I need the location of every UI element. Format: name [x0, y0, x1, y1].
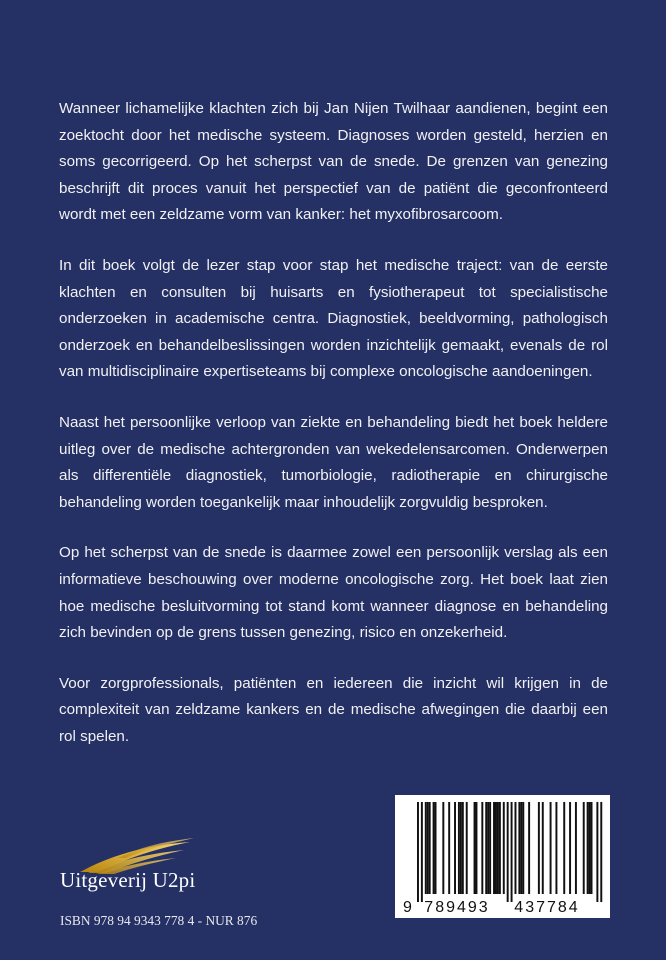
barcode-bar [589, 802, 591, 894]
barcode-digits-right: 437784 [514, 899, 580, 916]
barcode-bar [435, 802, 437, 894]
barcode-bar [555, 802, 557, 894]
barcode-bar [569, 802, 571, 894]
barcode-bar [460, 802, 462, 894]
barcode-bar [433, 802, 435, 894]
barcode-bar [497, 802, 499, 894]
barcode-bar [466, 802, 468, 894]
barcode-bar [550, 802, 552, 894]
barcode-bar [476, 802, 478, 894]
barcode-bar [448, 802, 450, 894]
barcode-bar [417, 802, 419, 902]
barcode-bar [575, 802, 577, 894]
barcode-bar [507, 802, 509, 902]
barcode-bar [474, 802, 476, 894]
barcode-bar [522, 802, 524, 894]
barcode-bar [421, 802, 423, 902]
blurb-paragraph-2: In dit boek volgt de lezer stap voor stap het medische traject: van de eerste klachten en consulten bij huisarts en fysiotherapeut tot specialistische onderzoeken in academische centra. Diagnostiek, beeldvorming, pathologisch onderzoek en behandelbeslissingen worden inzichtelijk gemaakt, evenals de rol van multidisciplinaire expertiseteams bij complexe oncologische aandoeningen. [59, 256, 608, 381]
barcode-bar [511, 802, 513, 902]
barcode-digit-lead: 9 [403, 899, 412, 916]
barcode-bar [489, 802, 491, 894]
barcode-bar [425, 802, 427, 894]
barcode-bar [528, 802, 530, 894]
barcode-bar [515, 802, 517, 894]
barcode-bar [563, 802, 565, 894]
isbn-nur-line: ISBN 978 94 9343 778 4 - NUR 876 [60, 913, 258, 928]
publisher-name: Uitgeverij U2pi [60, 868, 196, 892]
barcode-digits-left: 789493 [424, 899, 490, 916]
barcode-bar [487, 802, 489, 894]
blurb-paragraph-1: Wanneer lichamelijke klachten zich bij Jan Nijen Twilhaar aandienen, begint een zoektocht door het medische systeem. Diagnoses worden gesteld, herzien en soms gecorrigeerd. Op het scherpst van de snede. De grenzen van genezing beschrijft dit proces vanuit het perspectief van de patiënt die geconfronteerd wordt met een zeldzame vorm van kanker: het myxofibrosarcoom. [59, 100, 608, 224]
blurb-paragraph-3: Naast het persoonlijke verloop van ziekte en behandeling biedt het boek heldere uitleg over de medische achtergronden van wekedelensarcomen. Onderwerpen als differentiële diagnostiek, tumorbiologie, radiotherapie en chirurgische behandeling worden toegankelijk maar inhoudelijk zorgvuldig besproken. [59, 413, 608, 511]
barcode-bar [520, 802, 522, 894]
isbn-barcode [395, 795, 610, 918]
barcode-bar [485, 802, 487, 894]
barcode-bar [587, 802, 589, 894]
blurb-paragraph-4: Op het scherpst van de snede is daarmee zowel een persoonlijk verslag als een informatieve beschouwing over moderne oncologische zorg. Het boek laat zien hoe medische besluitvorming tot stand komt wanneer diagnose en behandeling zich bevinden op de grens tussen genezing, risico en onzekerheid. [59, 544, 608, 642]
barcode-bar [481, 802, 483, 894]
barcode-bar [591, 802, 593, 894]
barcode-bar [495, 802, 497, 894]
barcode-bar [538, 802, 540, 894]
barcode-bar [503, 802, 505, 894]
barcode-bar [454, 802, 456, 894]
barcode-bar [542, 802, 544, 894]
barcode-bar [600, 802, 602, 902]
barcode-bar [583, 802, 585, 894]
blurb-text [59, 96, 608, 774]
barcode-bar [462, 802, 464, 894]
barcode-graphic [395, 795, 610, 918]
barcode-bar [427, 802, 429, 894]
barcode-bar [458, 802, 460, 894]
barcode-bar [499, 802, 501, 894]
barcode-bar [518, 802, 520, 894]
barcode-bar [493, 802, 495, 894]
barcode-bar [596, 802, 598, 902]
barcode-bar [442, 802, 444, 894]
blurb-paragraph-5: Voor zorgprofessionals, patiënten en iedereen die inzicht wil krijgen in de complexiteit van zeldzame kankers en de medische afwegingen die daarbij een rol spelen. [59, 674, 608, 745]
barcode-bar [429, 802, 431, 894]
